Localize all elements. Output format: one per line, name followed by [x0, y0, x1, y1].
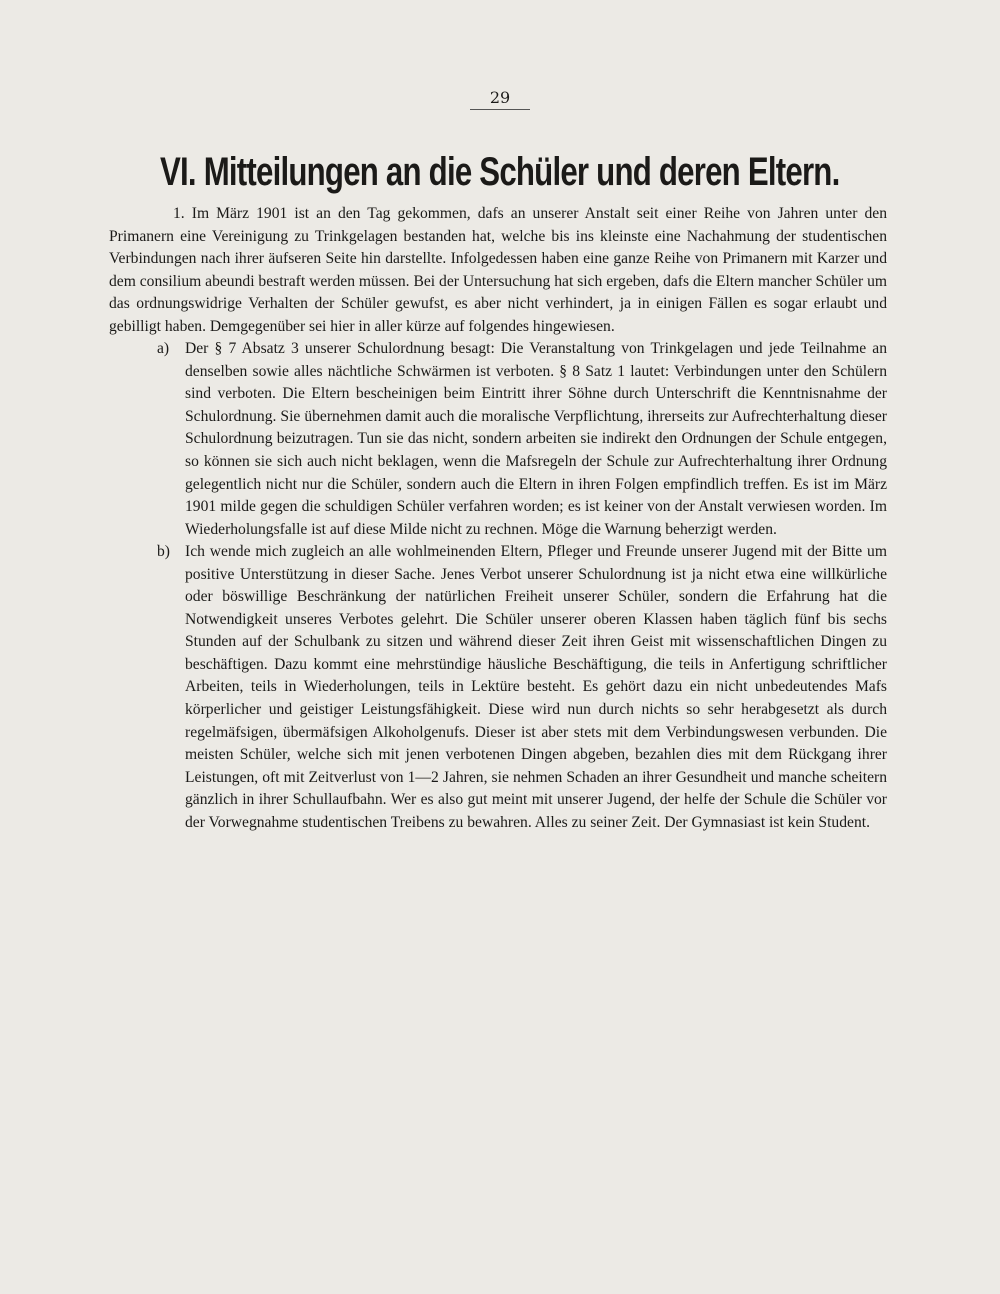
list-label-b: b) — [157, 543, 170, 561]
paragraph-1: 1. Im März 1901 ist an den Tag gekommen, dafs an unserer Anstalt seit einer Reihe von Jahren unter den Primanern eine Vereinigung zu Trinkgelagen bestanden hat, welche bis ins kleinste eine Nachahmung der studentischen Verbindungen nach ihrer äufseren Seite hin darstellte. Infolgedessen haben eine ganze Reihe von Primanern mit Karzer und dem consilium abeundi bestraft werden müssen. Bei der Untersuchung hat sich ergeben, dafs die Eltern mancher Schüler um das ordnungswidrige Verhalten der Schüler gewufst, es aber nicht verhindert, ja in einigen Fällen es sogar erlaubt und gebilligt haben. Demgegenüber sei hier in aller kürze auf folgendes hingewiesen. — [109, 205, 887, 335]
section-heading: VI. Mitteilungen an die Schüler und deren Eltern. — [160, 150, 840, 194]
body-text — [109, 203, 887, 834]
page-number: 29 — [470, 88, 530, 110]
list-item-a — [109, 338, 887, 541]
list-text-a: Der § 7 Absatz 3 unserer Schulordnung besagt: Die Veranstaltung von Trinkgelagen und jede Teilnahme an denselben sowie alles nächtliche Schwärmen ist verboten. § 8 Satz 1 lautet: Verbindungen unter den Schülern sind verboten. Die Eltern bescheinigen beim Eintritt ihrer Söhne durch Unterschrift die Kenntnisnahme der Schulordnung. Sie übernehmen damit auch die moralische Verpflichtung, ihrerseits zur Aufrechterhaltung dieser Schulordnung beizutragen. Tun sie das nicht, sondern arbeiten sie indirekt den Ordnungen der Schule entgegen, so können sie sich auch nicht beklagen, wenn die Mafsregeln der Schule zur Aufrechterhaltung ihrer Ordnung gelegentlich nicht nur die Schüler, sondern auch die Eltern in ihren Folgen empfindlich treffen. Es ist im März 1901 milde gegen die schuldigen Schüler verfahren worden; es ist keiner von der Anstalt verwiesen worden. Im Wiederholungsfalle ist auf diese Milde nicht zu rechnen. Möge die Warnung beherzigt werden. — [185, 340, 887, 538]
list-text-b: Ich wende mich zugleich an alle wohlmeinenden Eltern, Pfleger und Freunde unserer Jugend mit der Bitte um positive Unterstützung in dieser Sache. Jenes Verbot unserer Schulordnung ist ja nicht etwa eine willkürliche oder böswillige Beschränkung der natürlichen Freiheit unserer Schüler, sondern die Erfahrung hat die Notwendigkeit unseres Verbotes gelehrt. Die Schüler unserer oberen Klassen haben täglich fünf bis sechs Stunden auf der Schulbank zu sitzen und während dieser Zeit ihren Geist mit wissenschaftlichen Dingen zu beschäftigen. Dazu kommt eine mehrstündige häusliche Beschäftigung, die teils in Anfertigung schriftlicher Arbeiten, teils in Wiederholungen, teils in Lektüre besteht. Es gehört dazu ein nicht unbedeutendes Mafs körperlicher und geistiger Leistungsfähigkeit. Diese wird nun durch nichts so sehr herabgesetzt als durch regelmäfsigen, übermäfsigen Alkoholgenufs. Dieser ist aber stets mit dem Verbindungswesen verbunden. Die meisten Schüler, welche sich mit jenen verbotenen Dingen abgeben, bezahlen dies mit dem Rückgang ihrer Leistungen, oft mit Zeitverlust von 1—2 Jahren, sie nehmen Schaden an ihrer Gesundheit und manche scheitern gänzlich in ihrer Schullaufbahn. Wer es also gut meint mit unserer Jugend, der helfe der Schule die Schüler vor der Vorwegnahme studentischen Treibens zu bewahren. Alles zu seiner Zeit. Der Gymnasiast ist kein Student. — [185, 543, 887, 831]
list-label-a: a) — [157, 340, 170, 358]
list-item-b — [109, 541, 887, 834]
